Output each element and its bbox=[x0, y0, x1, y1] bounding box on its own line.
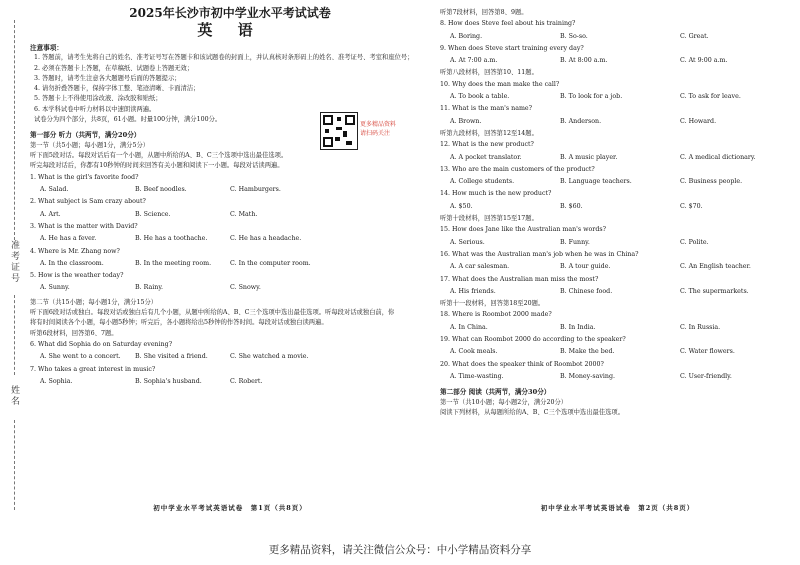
option-b: B. At 8:00 a.m. bbox=[560, 57, 608, 65]
question-9-options bbox=[440, 56, 795, 66]
option-a: A. Sunny. bbox=[40, 284, 70, 292]
question-8-options bbox=[440, 32, 795, 42]
question-19-options bbox=[440, 347, 795, 357]
bottom-notice: 更多精品资料，请关注微信公众号：中小学精品资料分享 bbox=[268, 544, 532, 556]
option-b: B. Language teachers. bbox=[560, 178, 632, 186]
note-item: 5. 答题卡上不得使用涂改液、涂改胶和贴纸； bbox=[34, 95, 162, 103]
question-12: 12. What is the new product? bbox=[440, 141, 534, 149]
question-3-options bbox=[30, 234, 430, 244]
option-b: B. In India. bbox=[560, 323, 596, 331]
option-b: B. In the meeting room. bbox=[135, 259, 212, 267]
binding-dashed-line bbox=[14, 20, 15, 240]
option-c: C. A medical dictionary. bbox=[680, 153, 756, 161]
option-a: A. Sophia. bbox=[40, 377, 73, 385]
option-b: B. $60. bbox=[560, 202, 583, 210]
question-5: 5. How is the weather today? bbox=[30, 272, 124, 280]
option-b: B. Money-saving. bbox=[560, 372, 615, 380]
option-a: A. In China. bbox=[450, 323, 488, 331]
section-1-title: 第一节（共5小题；每小题1分，满分5分） bbox=[30, 141, 150, 149]
option-c: C. Howard. bbox=[680, 117, 717, 125]
option-a: A. To book a table. bbox=[450, 93, 510, 101]
note-item: 2. 必须在答题卡上答题，在草稿纸、试题卷上答题无效； bbox=[34, 64, 194, 72]
binding-dashed-line bbox=[14, 295, 15, 375]
option-b: B. Science. bbox=[135, 210, 171, 218]
question-7-options bbox=[30, 377, 430, 387]
question-1: 1. What is the girl's favorite food? bbox=[30, 173, 139, 181]
question-15-options bbox=[440, 238, 795, 248]
option-c: C. Robert. bbox=[230, 377, 263, 385]
option-b: B. Make the bed. bbox=[560, 348, 615, 356]
option-a: A. A pocket translator. bbox=[450, 153, 522, 161]
option-b: B. Sophia's husband. bbox=[135, 377, 202, 385]
option-c: C. An English teacher. bbox=[680, 263, 751, 271]
option-c: C. He has a headache. bbox=[230, 235, 302, 243]
option-a: A. At 7:00 a.m. bbox=[450, 57, 498, 65]
segment-heading: 听第十一段材料，回答第18至20题。 bbox=[440, 300, 545, 308]
option-c: C. To ask for leave. bbox=[680, 93, 741, 101]
option-b: B. Funny. bbox=[560, 238, 590, 246]
option-a: A. $50. bbox=[450, 202, 473, 210]
option-a: A. His friends. bbox=[450, 287, 496, 295]
option-c: C. Hamburgers. bbox=[230, 186, 281, 194]
question-9: 9. When does Steve start training every day? bbox=[440, 44, 584, 52]
note-item: 4. 请勿折叠答题卡，保持字体工整、笔迹清晰、卡面清洁； bbox=[34, 85, 200, 93]
promo-text bbox=[360, 120, 396, 138]
segment-heading: 听第6段材料，回答第6、7题。 bbox=[30, 329, 118, 337]
question-7: 7. Who takes a great interest in music? bbox=[30, 365, 156, 373]
option-b: B. Rainy. bbox=[135, 284, 164, 292]
question-13-options bbox=[440, 177, 795, 187]
question-2-options bbox=[30, 210, 430, 220]
option-c: C. Snowy. bbox=[230, 284, 261, 292]
option-a: A. In the classroom. bbox=[40, 259, 104, 267]
exam-title: 2025年长沙市初中学业水平考试试卷 bbox=[129, 6, 331, 20]
note-item: 试卷分为四个部分，共8页，61小题。时量100分钟，满分100分。 bbox=[34, 116, 222, 124]
option-c: C. She watched a movie. bbox=[230, 353, 309, 361]
binding-margin bbox=[0, 0, 30, 520]
name-label: 姓名 bbox=[9, 385, 19, 407]
notes-title: 注意事项： bbox=[30, 44, 63, 52]
option-b: B. Beef noodles. bbox=[135, 186, 187, 194]
option-c: C. Math. bbox=[230, 210, 258, 218]
question-2: 2. What subject is Sam crazy about? bbox=[30, 198, 146, 206]
question-14: 14. How much is the new product? bbox=[440, 190, 552, 198]
question-11-options bbox=[440, 117, 795, 127]
question-5-options bbox=[30, 283, 430, 293]
option-c: C. In the computer room. bbox=[230, 259, 311, 267]
exam-page-1 bbox=[30, 0, 430, 520]
question-10-options bbox=[440, 92, 795, 102]
option-b: B. She visited a friend. bbox=[135, 353, 208, 361]
option-a: A. He has a fever. bbox=[40, 235, 97, 243]
segment-heading: 听第八段材料，回答第10、11题。 bbox=[440, 69, 538, 77]
question-11: 11. What is the man's name? bbox=[440, 105, 533, 113]
segment-heading: 听第十段材料，回答第15至17题。 bbox=[440, 215, 538, 223]
question-16-options bbox=[440, 262, 795, 272]
question-18-options bbox=[440, 323, 795, 333]
note-item: 6. 本学科试卷中听力材料以中速朗读两遍。 bbox=[34, 105, 156, 113]
qr-code-icon bbox=[320, 112, 358, 150]
question-1-options bbox=[30, 185, 430, 195]
option-c: C. At 9:00 a.m. bbox=[680, 57, 728, 65]
option-a: A. She went to a concert. bbox=[40, 353, 121, 361]
part-2-title: 第二部分 阅读（共两节，满分30分） bbox=[440, 388, 551, 397]
promo-line: 更多精品资料 bbox=[360, 121, 397, 128]
segment-heading: 听第九段材料，回答第12至14题。 bbox=[440, 129, 538, 137]
option-c: C. In Russia. bbox=[680, 323, 721, 331]
option-a: A. Time-wasting. bbox=[450, 372, 504, 380]
question-20: 20. What does the speaker think of Roombot 2000? bbox=[440, 360, 604, 368]
option-b: B. Anderson. bbox=[560, 117, 602, 125]
question-20-options bbox=[440, 372, 795, 382]
question-3: 3. What is the matter with David? bbox=[30, 222, 138, 230]
section-1-instruction: 听完每段对话后，你都有10秒钟的时间来回答有关小题和阅读下一小题。每段对话读两遍。 bbox=[30, 162, 284, 170]
subject-title: 英 语 bbox=[197, 21, 263, 39]
option-a: A. College students. bbox=[450, 178, 515, 186]
option-a: A. Serious. bbox=[450, 238, 485, 246]
question-18: 18. Where is Roombot 2000 made? bbox=[440, 311, 552, 319]
section-1-instruction: 听下面5段对话。每段对话后有一个小题，从题中所给的A、B、C三个选项中选出最佳选项。 bbox=[30, 152, 288, 160]
option-c: C. Polite. bbox=[680, 238, 709, 246]
option-c: C. The supermarkets. bbox=[680, 287, 749, 295]
question-12-options bbox=[440, 153, 795, 163]
part-1-title: 第一部分 听力（共两节，满分20分） bbox=[30, 131, 141, 140]
question-10: 10. Why does the man make the call? bbox=[440, 80, 560, 88]
option-b: B. Chinese food. bbox=[560, 287, 613, 295]
question-4-options bbox=[30, 259, 430, 269]
question-15: 15. How does Jane like the Australian man's words? bbox=[440, 226, 606, 234]
question-6-options bbox=[30, 352, 430, 362]
option-c: C. $70. bbox=[680, 202, 703, 210]
binding-dashed-line bbox=[14, 420, 15, 510]
option-c: C. Business people. bbox=[680, 178, 743, 186]
option-a: A. Brown. bbox=[450, 117, 482, 125]
question-14-options bbox=[440, 202, 795, 212]
part-2-instruction: 阅读下列材料，从每题所给的A、B、C三个选项中选出最佳选项。 bbox=[440, 409, 625, 416]
question-17: 17. What does the Australian man miss the most? bbox=[440, 275, 599, 283]
option-a: A. Boring. bbox=[450, 32, 483, 40]
part-2-section-title: 第一节（共10小题；每小题2分，满分20分） bbox=[440, 398, 568, 406]
question-19: 19. What can Roombot 2000 do according to the speaker? bbox=[440, 336, 626, 344]
page-footer: 初中学业水平考试英语试卷 第1页（共8页） bbox=[153, 504, 307, 512]
option-b: B. A music player. bbox=[560, 153, 618, 161]
option-c: C. Great. bbox=[680, 32, 709, 40]
exam-page-2 bbox=[440, 0, 795, 520]
note-item: 1. 答题前，请考生先将自己的姓名、准考证号写在答题卡和该试题卷的封面上，并认真核对条形码上的姓名、准考证号、考室和座位号； bbox=[34, 54, 414, 62]
question-16: 16. What was the Australian man's job when he was in China? bbox=[440, 250, 639, 258]
question-17-options bbox=[440, 287, 795, 297]
section-2-title: 第二节（共15小题；每小题1分，满分15分） bbox=[30, 298, 158, 306]
option-c: C. Water flowers. bbox=[680, 348, 735, 356]
option-a: A. A car salesman. bbox=[450, 263, 510, 271]
option-b: B. So-so. bbox=[560, 32, 588, 40]
segment-heading: 听第7段材料，回答第8、9题。 bbox=[440, 9, 528, 16]
question-4: 4. Where is Mr. Zhang now? bbox=[30, 247, 120, 255]
option-b: B. A tour guide. bbox=[560, 263, 611, 271]
option-a: A. Art. bbox=[40, 210, 61, 218]
option-b: B. To look for a job. bbox=[560, 93, 623, 101]
page-footer: 初中学业水平考试英语试卷 第2页（共8页） bbox=[540, 504, 695, 512]
note-item: 3. 答题时，请考生注意各大题题号后面的答题提示； bbox=[34, 74, 181, 82]
exam-number-label: 准考证号 bbox=[9, 240, 19, 284]
option-a: A. Salad. bbox=[40, 186, 69, 194]
question-6: 6. What did Sophia do on Saturday evening? bbox=[30, 340, 173, 348]
question-13: 13. Who are the main customers of the product? bbox=[440, 165, 595, 173]
promo-line: 请扫码关注 bbox=[360, 130, 391, 137]
option-a: A. Cook meals. bbox=[450, 348, 498, 356]
option-b: B. He has a toothache. bbox=[135, 235, 208, 243]
section-2-instruction: 听下面6段对话或独白。每段对话或独白后有几个小题，从题中所给的A、B、C三个选项中选出最佳选项。听每段对话或独白前，你将有时间阅读各个小题，每小题5秒钟；听完后，各小题将给出5秒钟的作答时间。每段对话或独白读两遍。 bbox=[30, 309, 395, 327]
question-8: 8. How does Steve feel about his training? bbox=[440, 20, 576, 28]
option-c: C. User-friendly. bbox=[680, 372, 732, 380]
